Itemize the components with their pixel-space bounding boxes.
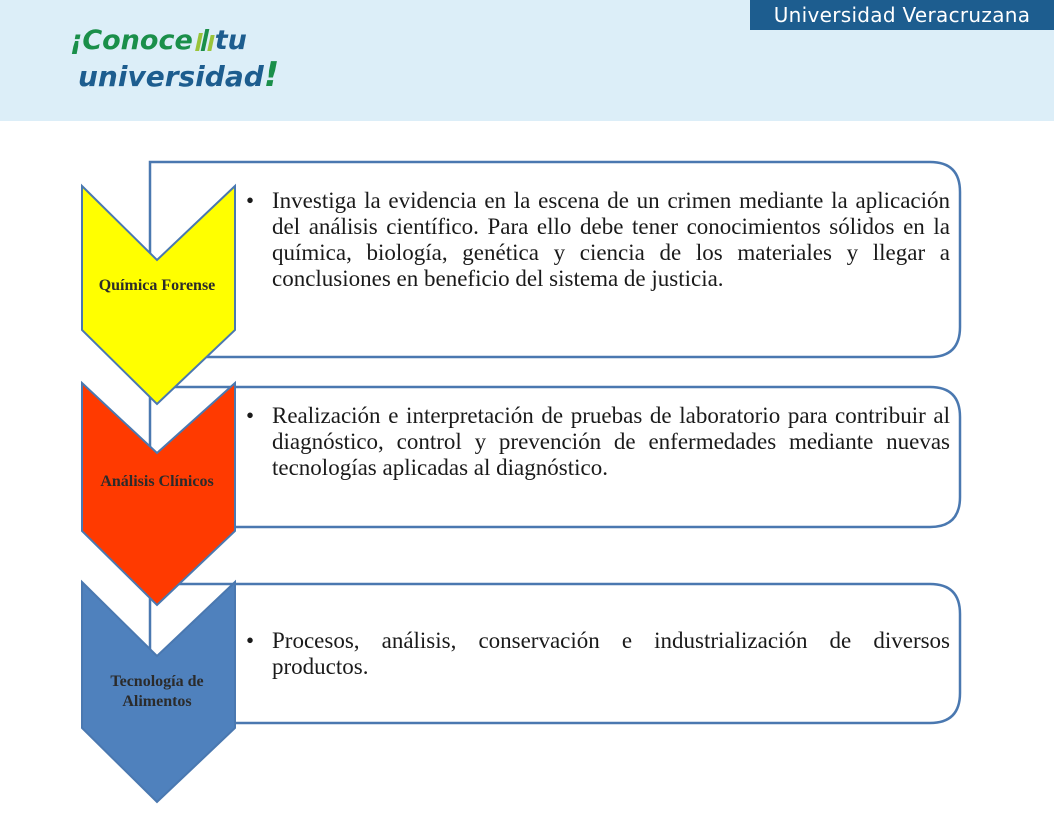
description-tecnologia-alimentos: • Procesos, análisis, conservación e industrialización de diversos productos.: [246, 628, 950, 679]
conoce-tu-universidad-logo: ¡Conoce tu universidad!: [70, 25, 280, 95]
description-analisis-clinicos: • Realización e interpretación de pruebas de laboratorio para contribuir al diagnóstico, control y prevención de enfermedades mediante nuevas tecnologías aplicadas al diagnóstico.: [246, 403, 950, 480]
label-analisis-clinicos: Análisis Clínicos: [100, 473, 214, 490]
bullet-icon: •: [246, 188, 255, 213]
label-tecnologia-alimentos: Tecnología de Alimentos: [110, 673, 204, 710]
bullet-icon: •: [246, 403, 255, 428]
description-quimica-forense: • Investiga la evidencia en la escena de un crimen mediante la aplicación del análisis científico. Para ello debe tener conocimientos sólidos en la química, biología, genética y ciencia de los materiales y llegar a conclusiones en beneficio del sistema de justicia.: [246, 188, 950, 291]
bullet-icon: •: [246, 628, 255, 653]
university-brand: Universidad Veracruzana: [750, 0, 1054, 30]
label-quimica-forense: Química Forense: [98, 277, 216, 294]
